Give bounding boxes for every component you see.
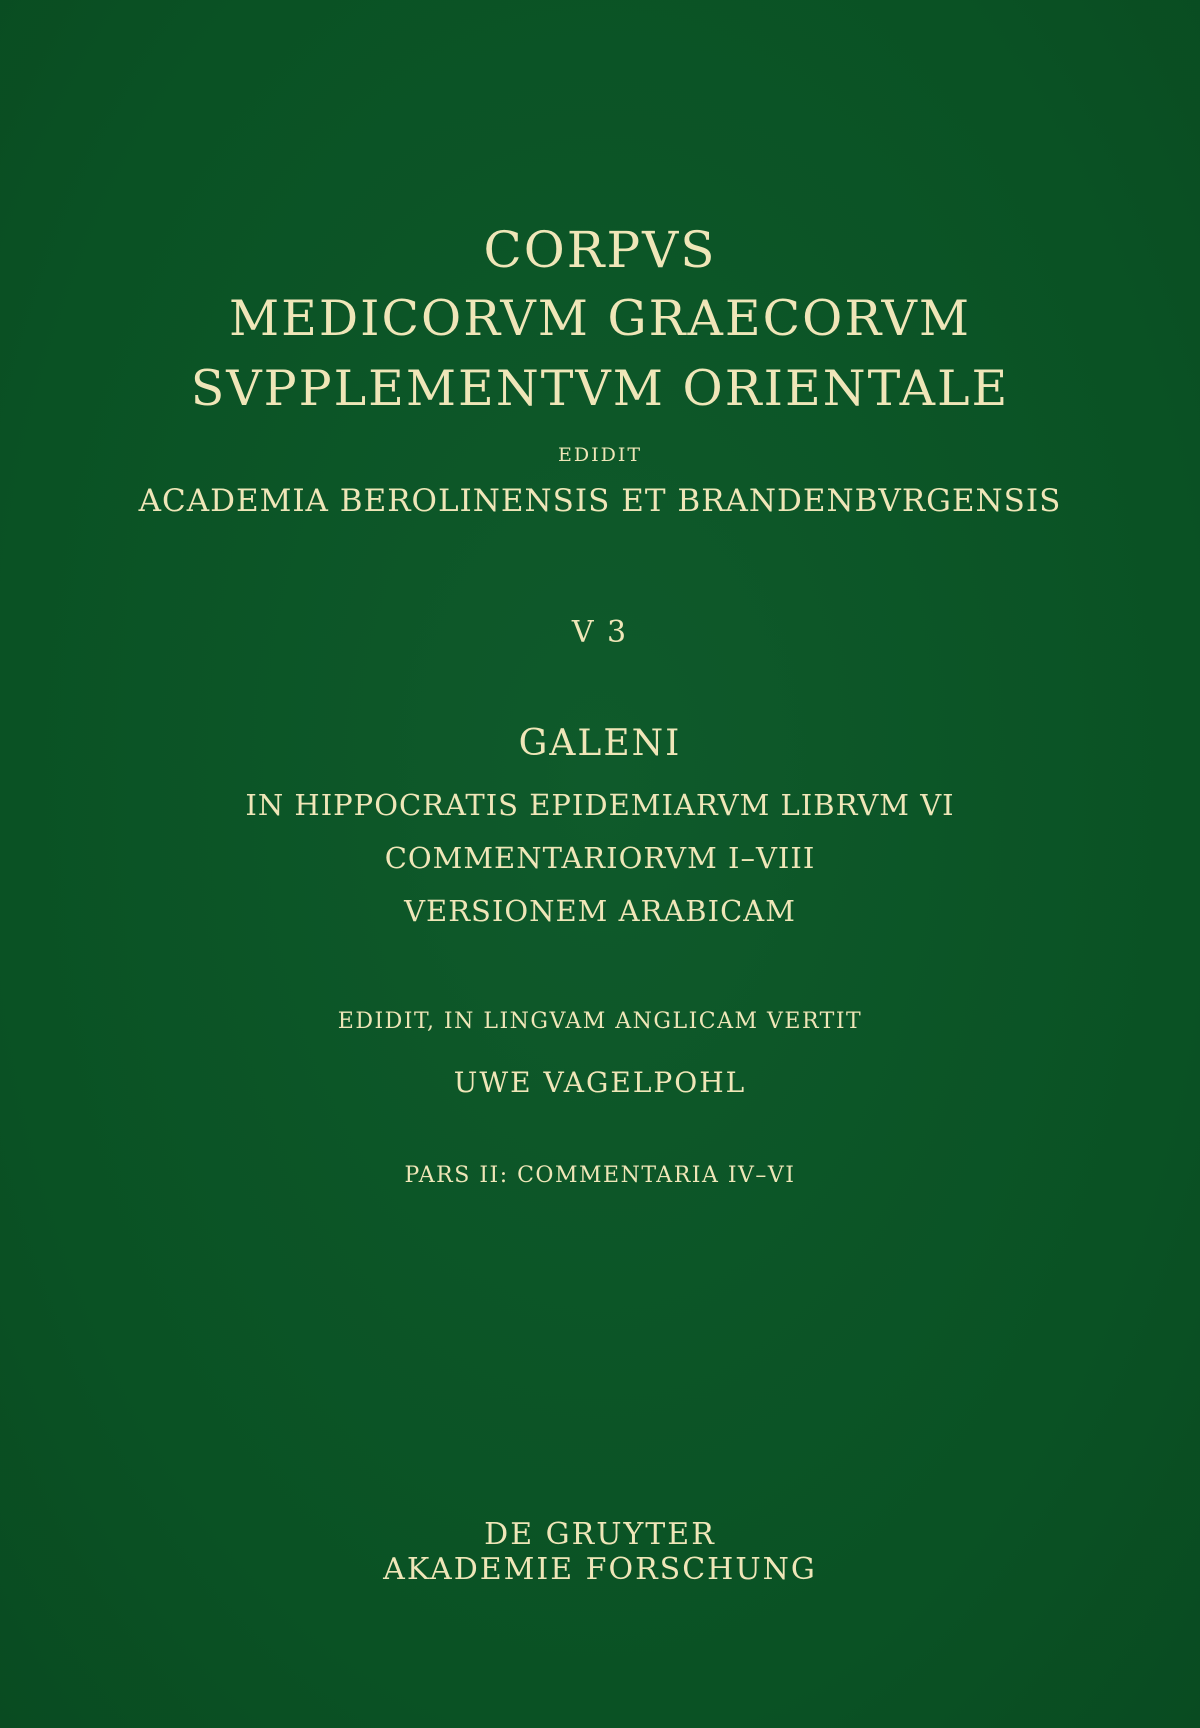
work-title-line-2: COMMENTARIORVM I–VIII <box>384 841 816 875</box>
editor-name: UWE VAGELPOHL <box>453 1066 747 1099</box>
series-title-line-3: SVPPLEMENTVM ORIENTALE <box>190 360 1010 417</box>
work-title-line-3: VERSIONEM ARABICAM <box>404 894 796 928</box>
publisher-line-2: AKADEMIE FORSCHUNG <box>383 1552 817 1587</box>
editor-label: EDIDIT, IN LINGVAM ANGLICAM VERTIT <box>337 1009 863 1034</box>
edidit-label: EDIDIT <box>557 444 643 466</box>
work-title-line-1: IN HIPPOCRATIS EPIDEMIARVM LIBRVM VI <box>245 788 955 822</box>
work-author: GALENI <box>518 723 682 764</box>
series-title-line-1: CORPVS <box>483 221 717 279</box>
publisher-line-1: DE GRUYTER <box>484 1517 716 1552</box>
part-designation: PARS II: COMMENTARIA IV–VI <box>404 1163 796 1188</box>
series-title-line-2: MEDICORVM GRAECORVM <box>228 290 972 347</box>
academy-name: ACADEMIA BEROLINENSIS ET BRANDENBVRGENSIS <box>138 483 1062 519</box>
volume-number: V 3 <box>571 615 629 650</box>
